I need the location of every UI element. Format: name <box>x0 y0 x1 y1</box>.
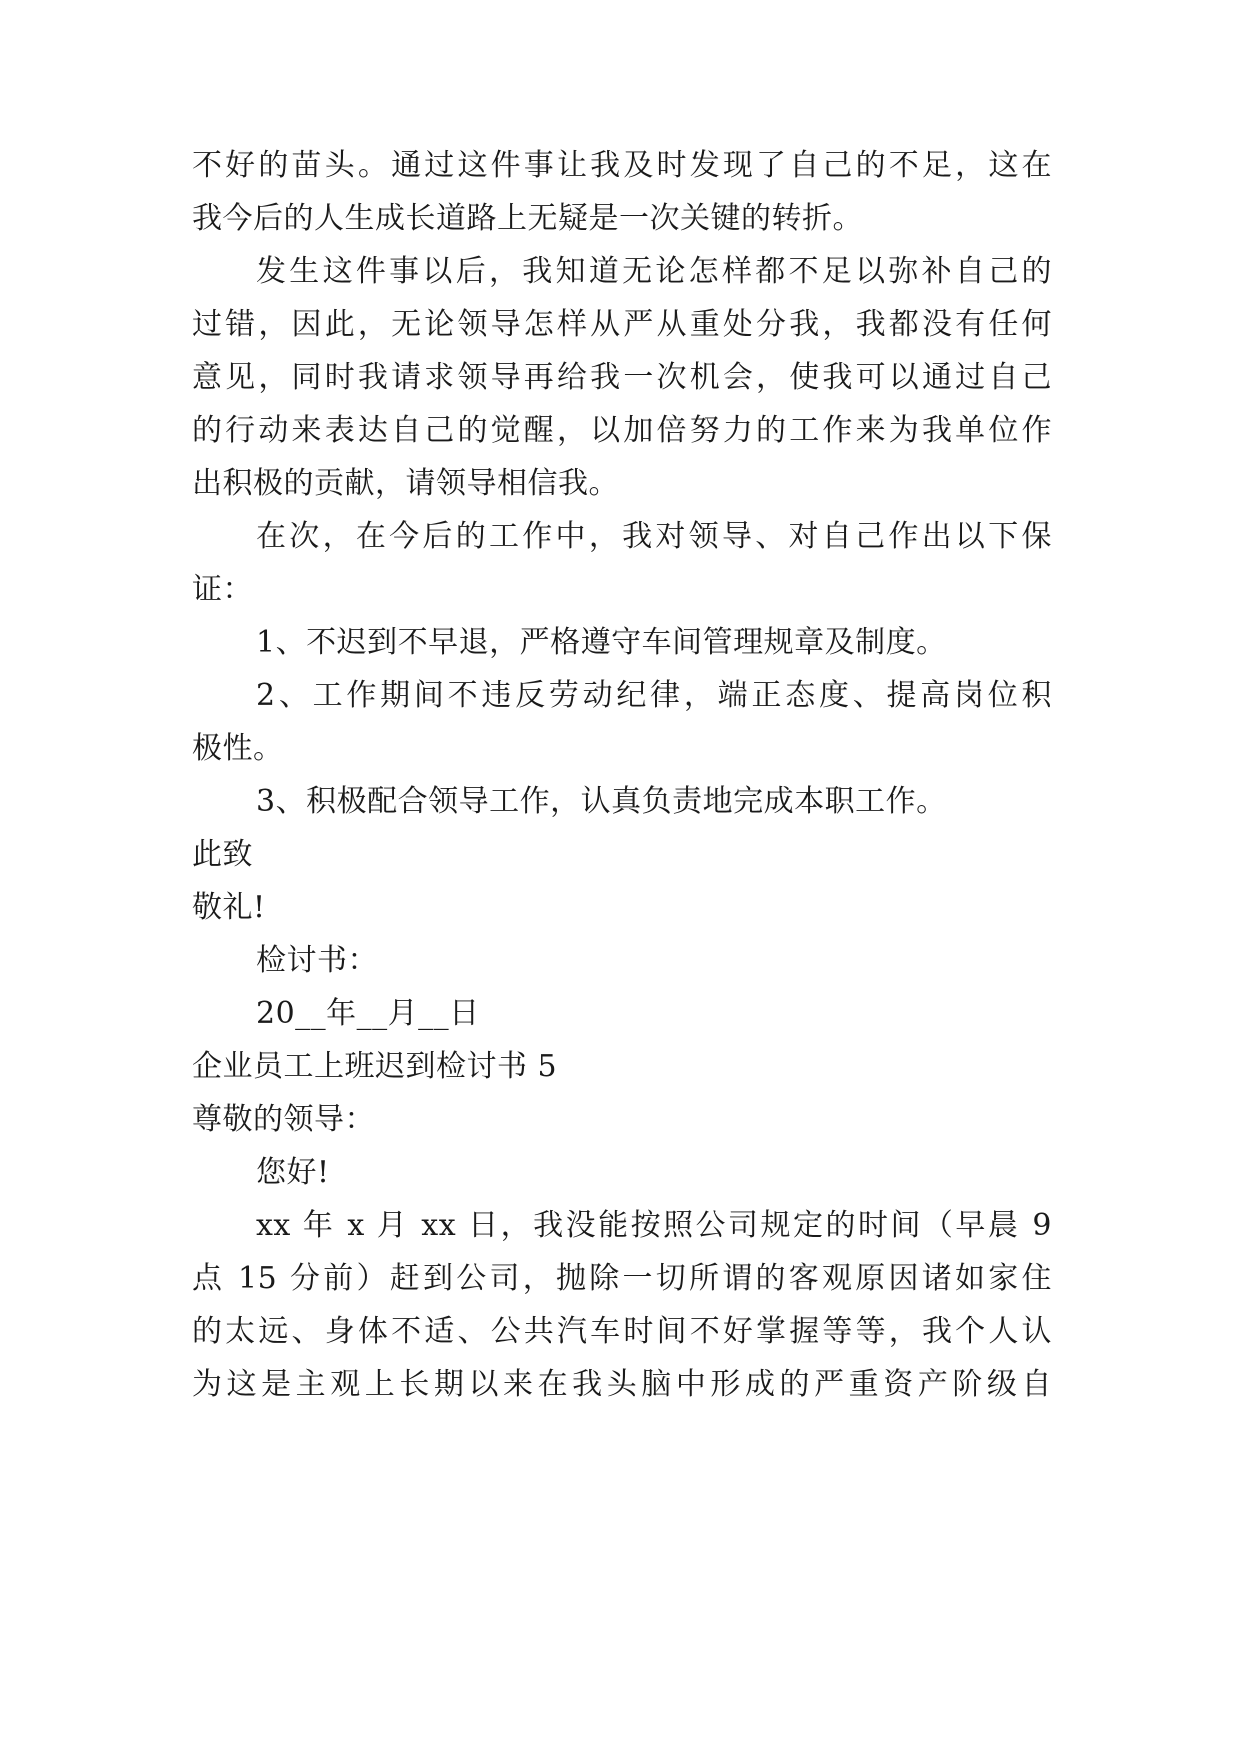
text-line: 的太远、身体不适、公共汽车时间不好掌握等等，我个人认 <box>192 1314 1052 1349</box>
signature-label: 检讨书： <box>256 943 378 978</box>
text-line: 过错，因此，无论领导怎样从严从重处分我，我都没有任何 <box>192 307 1052 342</box>
list-item: 1、不迟到不早退，严格遵守车间管理规章及制度。 <box>256 625 947 660</box>
text-line: 意见，同时我请求领导再给我一次机会，使我可以通过自己 <box>192 360 1052 395</box>
closing-line: 此致 <box>192 837 253 872</box>
salutation: 尊敬的领导： <box>192 1102 375 1137</box>
section-title: 企业员工上班迟到检讨书 5 <box>192 1049 558 1084</box>
paragraph-first-line: 在次，在今后的工作中，我对领导、对自己作出以下保 <box>256 519 1052 554</box>
paragraph-first-line: xx 年 x 月 xx 日，我没能按照公司规定的时间（早晨 9 <box>256 1208 1052 1243</box>
list-item: 3、积极配合领导工作，认真负责地完成本职工作。 <box>256 784 947 819</box>
date-line: 20__年__月__日 <box>256 996 480 1031</box>
closing-salutation: 敬礼! <box>192 890 266 925</box>
text-line: 点 15 分前）赶到公司，抛除一切所谓的客观原因诸如家住 <box>192 1261 1052 1296</box>
text-line: 为这是主观上长期以来在我头脑中形成的严重资产阶级自 <box>192 1367 1052 1402</box>
text-line: 极性。 <box>192 731 284 766</box>
text-line: 的行动来表达自己的觉醒，以加倍努力的工作来为我单位作 <box>192 413 1052 448</box>
text-line: 证： <box>192 572 253 607</box>
greeting: 您好! <box>256 1155 330 1190</box>
text-line: 我今后的人生成长道路上无疑是一次关键的转折。 <box>192 201 863 236</box>
text-line: 出积极的贡献，请领导相信我。 <box>192 466 619 501</box>
paragraph-first-line: 发生这件事以后，我知道无论怎样都不足以弥补自己的 <box>256 254 1052 289</box>
text-line: 不好的苗头。通过这件事让我及时发现了自己的不足，这在 <box>192 148 1052 183</box>
list-item: 2、工作期间不违反劳动纪律，端正态度、提高岗位积 <box>256 678 1052 713</box>
